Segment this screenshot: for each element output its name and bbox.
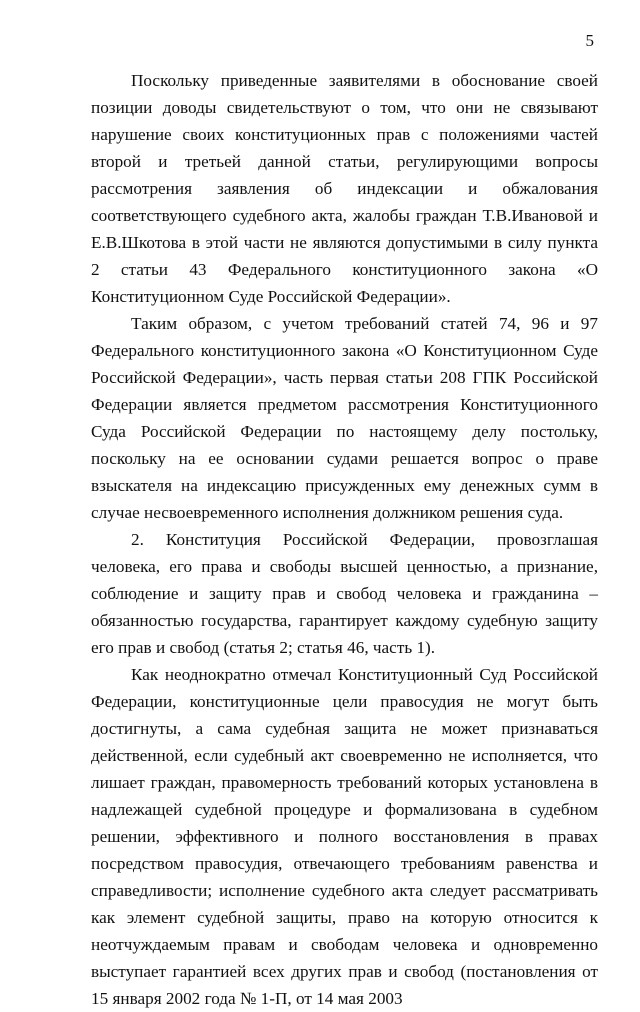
document-body — [91, 67, 598, 1012]
paragraph-2: Таким образом, с учетом требований статей 74, 96 и 97 Федерального конституционного закона «О Конституционном Суде Российской Федерации», часть первая статьи 208 ГПК Российской Федерации является предметом рассмотрения Конституционного Суда Российской Федерации по настоящему делу постольку, поскольку на ее основании судами решается вопрос о праве взыскателя на индексацию присужденных ему денежных сумм в случае несвоевременного исполнения должником решения суда. — [91, 314, 598, 522]
paragraph-3: 2. Конституция Российской Федерации, провозглашая человека, его права и свободы высшей ценностью, а признание, соблюдение и защиту прав и свобод человека и гражданина – обязанностью государства, гарантирует каждому судебную защиту его прав и свобод (статья 2; статья 46, часть 1). — [91, 530, 598, 657]
paragraph-4: Как неоднократно отмечал Конституционный Суд Российской Федерации, конституционные цели правосудия не могут быть достигнуты, а сама судебная защита не может признаваться действенной, если судебный акт своевременно не исполняется, что лишает граждан, правомерность требований которых установлена в надлежащей судебной процедуре и формализована в судебном решении, эффективного и полного восстановления в правах посредством правосудия, отвечающего требованиям равенства и справедливости; исполнение судебного акта следует рассматривать как элемент судебной защиты, право на которую относится к неотчуждаемым правам и свободам человека и одновременно выступает гарантией всех других прав и свобод (постановления от 15 января 2002 года № 1-П, от 14 мая 2003 — [91, 665, 598, 1008]
paragraph-1: Поскольку приведенные заявителями в обоснование своей позиции доводы свидетельствуют о том, что они не связывают нарушение своих конституционных прав с положениями частей второй и третьей данной статьи, регулирующими вопросы рассмотрения заявления об индексации и обжалования соответствующего судебного акта, жалобы граждан Т.В.Ивановой и Е.В.Шкотова в этой части не являются допустимыми в силу пункта 2 статьи 43 Федерального конституционного закона «О Конституционном Суде Российской Федерации». — [91, 71, 598, 306]
page-number: 5 — [585, 31, 594, 50]
